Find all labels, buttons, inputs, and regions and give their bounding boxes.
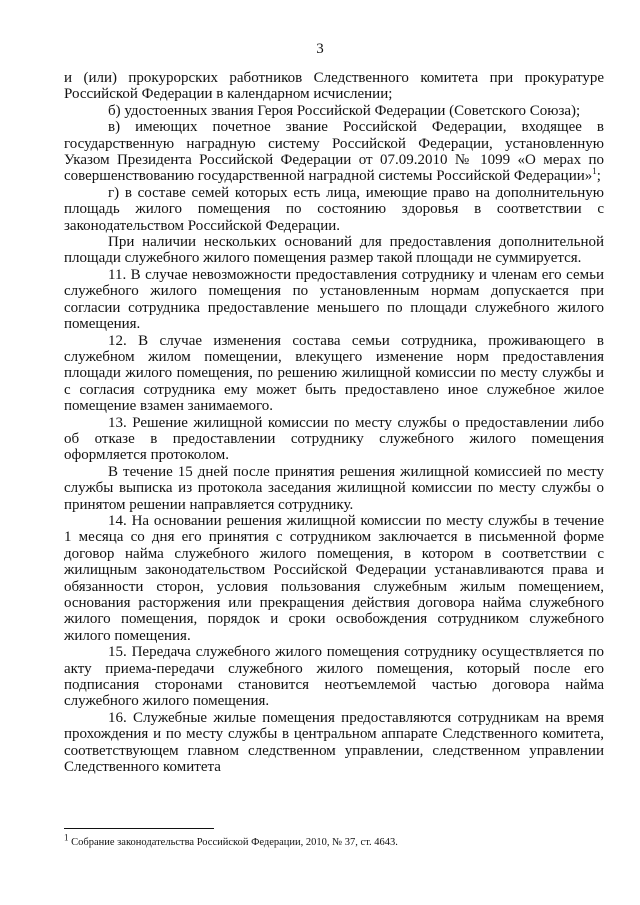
paragraph-item-g: г) в составе семей которых есть лица, имеющие право на дополнительную площадь жилого помещения по состоянию здоровья в соответствии с законодательством Российской Федерации. [64,184,604,234]
footnote-divider [64,828,214,829]
footnote-marker: 1 [64,832,69,843]
paragraph-11: 11. В случае невозможности предоставления сотруднику и членам его семьи служебного жилого помещения по установленным нормам допускается при согласии сотрудника предоставление меньшего по площади служебного жилого помещения. [64,266,604,333]
paragraph-16: 16. Служебные жилые помещения предоставляются сотрудникам на время прохождения и по месту службы в центральном аппарате Следственного комитета, соответствующем главном следственном управлении, следственном управлении Следственного комитета [64,709,604,776]
paragraph-item-v [64,119,604,185]
paragraph-14: 14. На основании решения жилищной комиссии по месту службы в течение 1 месяца со дня его принятия с сотрудником заключается в письменной форме договор найма служебного жилого помещения, в котором в соответствии с жилищным законодательством Российской Федерации устанавливаются права и обязанности сторон, условия пользования служебным жилым помещением, основания расторжения или прекращения действия договора найма служебного жилого помещения, порядок и сроки освобождения сотрудником служебного жилого помещения. [64,512,604,644]
paragraph-item-b: б) удостоенных звания Героя Российской Федерации (Советского Союза); [108,102,581,119]
paragraph-continuation: и (или) прокурорских работников Следственного комитета при прокуратуре Российской Федерации в календарном исчислении; [64,70,604,103]
paragraph-item-v-text: в) имеющих почетное звание Российской Федерации, входящее в государственную наградную систему Российской Федерации, установленную Указом Президента Российской Федерации от 07.09.2010 № 1099 «О мерах по совершенствованию государственной наградной системы Российской Федерации» [64,119,604,185]
footnote-reference: 1 [592,166,597,177]
paragraph-12: 12. В случае изменения состава семьи сотрудника, проживающего в служебном жилом помещении, влекущего изменение норм предоставления площади жилого помещения, по решению жилищной комиссии по месту службы и с согласия сотрудника ему может быть предоставлено иное служебное жилое помещение взамен занимаемого. [64,332,604,415]
footnote-text: Собрание законодательства Российской Федерации, 2010, № 37, ст. 4643. [68,837,398,848]
paragraph-multiple-grounds: При наличии нескольких оснований для предоставления дополнительной площади служебного жилого помещения размер такой площади не суммируется. [64,234,604,267]
page-number: 3 [316,41,324,57]
paragraph-13: 13. Решение жилищной комиссии по месту службы о предоставлении либо об отказе в предоставлении сотруднику служебного жилого помещения оформляется протоколом. [64,414,604,464]
paragraph-13-extract: В течение 15 дней после принятия решения жилищной комиссией по месту службы выписка из протокола заседания жилищной комиссии по месту службы о принятом решении направляется сотруднику. [64,463,604,513]
document-body [64,70,604,775]
paragraph-15: 15. Передача служебного жилого помещения сотруднику осуществляется по акту приема-передачи служебного жилого помещения, который после его подписания сторонами становится неотъемлемой частью договора найма служебного жилого помещения. [64,644,604,710]
footnote-reference-suffix: ; [596,168,601,185]
footnote [64,832,604,849]
